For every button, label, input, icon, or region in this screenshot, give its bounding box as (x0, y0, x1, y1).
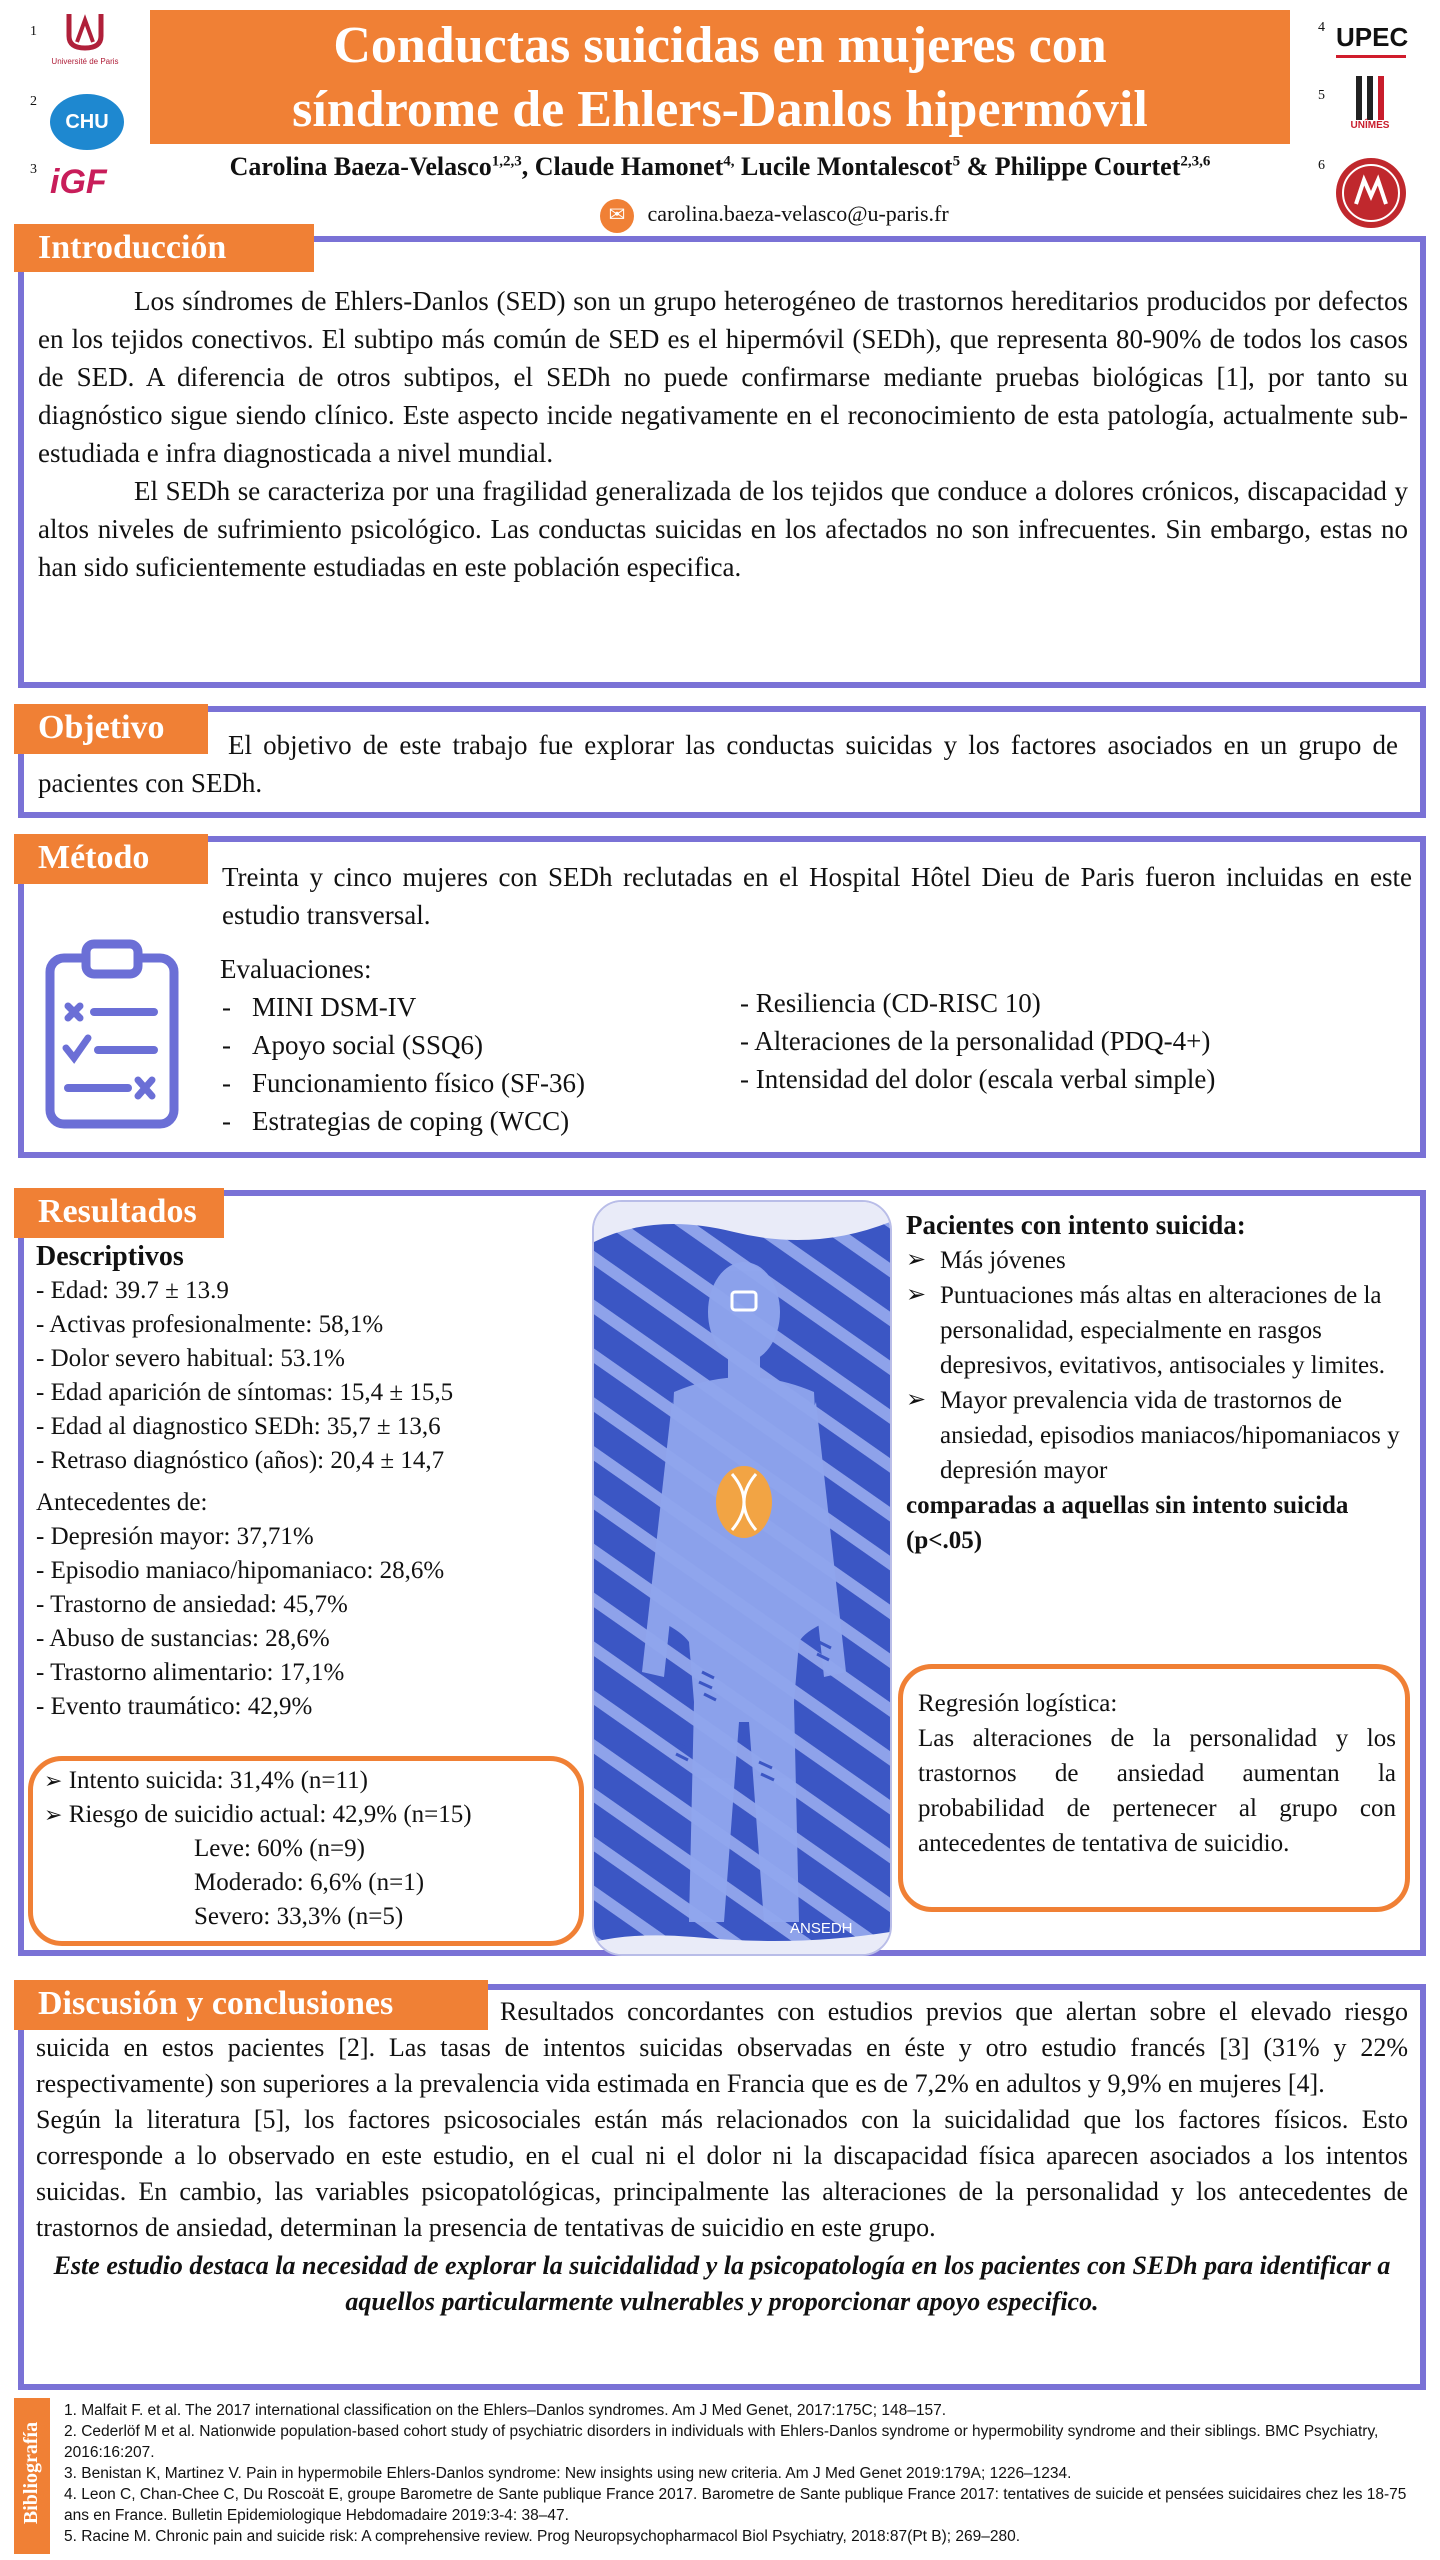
clipboard-checklist-icon (38, 936, 188, 1136)
list-item: - Depresión mayor: 37,71% (36, 1523, 314, 1550)
discusion-p1: Resultados concordantes con estudios previos que alertan sobre el elevado riesgo suicida en estos pacientes [2]. Las tasas de intentos suicidas observadas en éste y otro estudio francés [3] (31% y 22% respectivamente) son superiores a la prevalencia vida estimada en Francia que es de 7,2% en adultos y 9,9% en mujeres [4]. (36, 1997, 1408, 2098)
objetivo-title: Objetivo (14, 704, 208, 754)
list-item: - Retraso diagnóstico (años): 20,4 ± 14,7 (36, 1447, 445, 1474)
authors: Carolina Baeza-Velasco$^{1,2,3}$, Claude Hamonet$^{4,}$ Lucile Montalescot$^5$ & Philippe Courtet$^{2,3,6}$ (229, 152, 1211, 181)
list-item: - Edad al diagnostico SEDh: 35,7 ± 13,6 (36, 1413, 441, 1440)
suicide-risk-content (44, 1764, 584, 1934)
arrow-bullet-icon: ➢ (44, 1802, 63, 1827)
descriptivos-title: Descriptivos (36, 1241, 184, 1272)
reference-item: 2. Cederlöf M et al. Nationwide population-based cohort study of psychiatric disorders in individuals with Ehlers-Danlos syndrome or hypermobility syndrome and their siblings. BMC Psychiatry, 2016:16:207. (64, 2423, 1379, 2461)
list-item: - Trastorno alimentario: 17,1% (36, 1659, 345, 1686)
upec-logo: UPEC (1336, 22, 1408, 58)
resultados-title: Resultados (14, 1188, 224, 1238)
pacientes-list (906, 1243, 1416, 1488)
logo-num: 3 (30, 162, 37, 177)
list-item: - Edad: 39.7 ± 13.9 (36, 1277, 229, 1304)
email-link[interactable]: carolina.baeza-velasco@u-paris.fr (647, 201, 949, 226)
list-item: - Activas profesionalmente: 58,1% (36, 1311, 384, 1338)
list-item: ➢ Puntuaciones más altas en alteraciones de la personalidad, especialmente en rasgos depresivos, evitativos, antisociales y limites. (906, 1278, 1416, 1383)
logo-num: 1 (30, 24, 37, 39)
list-item: - Intensidad del dolor (escala verbal simple) (740, 1064, 1216, 1094)
evaluaciones-list-right (740, 984, 1400, 1098)
metodo-text: Treinta y cinco mujeres con SEDh reclutadas en el Hospital Hôtel Dieu de Paris fueron incluidas en este estudio transversal. (222, 862, 1412, 930)
regresion-text: Las alteraciones de la personalidad y los trastornos de ansiedad aumentan la probabilidad de pertenecer al grupo con antecedentes de tentativa de suicidio. (918, 1725, 1396, 1857)
list-item: Severo: 33,3% (n=5) (194, 1903, 404, 1930)
title-banner (150, 10, 1290, 144)
metodo-title: Método (14, 834, 208, 884)
list-item: - Abuso de sustancias: 28,6% (36, 1625, 330, 1652)
email-row (600, 196, 949, 232)
list-item: Moderado: 6,6% (n=1) (194, 1869, 425, 1896)
author-2: Claude Hamonet (534, 152, 724, 181)
antecedentes-title: Antecedentes de: (36, 1489, 208, 1516)
list-item: - Funcionamiento físico (SF-36) (218, 1064, 738, 1102)
comparadas-text: comparadas a aquellas sin intento suicida (p<.05) (906, 1492, 1349, 1554)
chu-logo: CHU (50, 94, 124, 150)
bibliografia-list (64, 2400, 1414, 2547)
list-item: ➢ Intento suicida: 31,4% (n=11) (44, 1767, 368, 1794)
reference-item: 5. Racine M. Chronic pain and suicide risk: A comprehensive review. Prog Neuropsychopharmacol Biol Psychiatry, 2018:87(Pt B); 269–280. (64, 2528, 1021, 2545)
discusion-text (36, 1994, 1408, 2320)
descriptivos-block (36, 1240, 596, 1724)
logo-num: 4 (1318, 20, 1325, 35)
author-1: Carolina Baeza-Velasco (229, 152, 492, 181)
bibliografia-sidebar (14, 2398, 50, 2554)
introduccion-text (38, 282, 1408, 586)
logo-num: 5 (1318, 88, 1325, 103)
author-3: Lucile Montalescot (741, 152, 953, 181)
list-item: - MINI DSM-IV (218, 988, 738, 1026)
title-line-2: síndrome de Ehlers-Danlos hipermóvil (292, 81, 1148, 138)
ansedh-illustration (592, 1200, 892, 1956)
introduccion-title: Introducción (14, 224, 314, 272)
discusion-conclusion: Este estudio destaca la necesidad de explorar la suicidalidad y la psicopatología en los pacientes con SEDh para identificar a aquellos particularmente vulnerables y proporcionar apoyo especifico. (53, 2251, 1391, 2316)
reference-item: 1. Malfait F. et al. The 2017 international classification on the Ehlers–Danlos syndromes. Am J Med Genet, 2017:175C; 148–157. (64, 2402, 947, 2419)
logo-column-right (1318, 6, 1428, 226)
arrow-bullet-icon: ➢ (44, 1768, 63, 1793)
discusion-title: Discusión y conclusiones (14, 1980, 488, 2030)
author-4: Philippe Courtet (994, 152, 1181, 181)
list-item: - Episodio maniaco/hipomaniaco: 28,6% (36, 1557, 445, 1584)
pacientes-block (906, 1208, 1416, 1558)
list-item: - Dolor severo habitual: 53.1% (36, 1345, 345, 1372)
logo-num: 6 (1318, 158, 1325, 173)
bibliografia-title: Bibliografía (20, 2421, 42, 2525)
evaluaciones-label: Evaluaciones: (220, 954, 372, 984)
introduccion-p1: Los síndromes de Ehlers-Danlos (SED) son un grupo heterogéneo de trastornos hereditarios producidos por defectos en los tejidos conectivos. El subtipo más común de SED es el hipermóvil (SEDh), que representa 80-90% de todos los casos de SED. A diferencia de otros subtipos, el SEDh no puede confirmarse mediante pruebas biológicas [1], por tanto su diagnóstico sigue siendo clínico. Este aspecto incide negativamente en el reconocimiento de esta patología, actualmente sub-estudiada e infra diagnosticada a nivel mundial. (38, 286, 1408, 468)
discusion-p2: Según la literatura [5], los factores psicosociales están más relacionados con la suicidalidad que los factores físicos. Esto corresponde a lo observado en este estudio, en el cual ni el dolor ni la discapacidad física aparecen asociados a los intentos suicidas. En cambio, las variables psicopatológicas, principalmente las alteraciones de la personalidad y los antecedentes de trastornos de ansiedad, determinan la presencia de tentativas de suicidio en este grupo. (36, 2105, 1408, 2242)
regresion-title: Regresión logística: (918, 1690, 1118, 1717)
introduccion-p2: El SEDh se caracteriza por una fragilidad generalizada de los tejidos que conduce a dolores crónicos, discapacidad y altos niveles de sufrimiento psicológico. Las conductas suicidas en los afectados no son infrecuentes. Sin embargo, estas no han sido suficientemente estudiadas en este población especifica. (38, 476, 1408, 582)
logo-column-left (30, 6, 140, 216)
list-item: - Trastorno de ansiedad: 45,7% (36, 1591, 348, 1618)
pacientes-title: Pacientes con intento suicida: (906, 1210, 1246, 1240)
reference-item: 4. Leon C, Chan-Chee C, Du Roscoät E, groupe Barometre de Sante publique France 2017. Barometre de Sante publique France 2017: tentatives de suicide et pensées suicidaires chez les 18-75 ans en France. Bulletin Epidemiologique Hebdomadaire 2019:3-4: 38–47. (64, 2486, 1407, 2524)
regresion-content (918, 1686, 1396, 1861)
mail-icon: ✉ (600, 199, 634, 233)
list-item: - Edad aparición de síntomas: 15,4 ± 15,5 (36, 1379, 454, 1406)
image-caption: ANSEDH (790, 1920, 853, 1937)
igf-logo: iGF (50, 163, 107, 201)
list-item: ➢ Riesgo de suicidio actual: 42,9% (n=15) (44, 1801, 472, 1828)
list-item: - Alteraciones de la personalidad (PDQ-4+) (740, 1026, 1211, 1056)
reference-item: 3. Benistan K, Martinez V. Pain in hypermobile Ehlers-Danlos syndrome: New insights using new criteria. Am J Med Genet 2019:179A; 1226–1234. (64, 2465, 1072, 2482)
evaluaciones-list-left (218, 988, 738, 1140)
list-item: - Estrategias de coping (WCC) (218, 1102, 738, 1140)
title-line-1: Conductas suicidas en mujeres con (333, 17, 1107, 74)
list-item: Leve: 60% (n=9) (194, 1835, 365, 1862)
objetivo-text: El objetivo de este trabajo fue explorar las conductas suicidas y los factores asociados en un grupo de pacientes con SEDh. (38, 730, 1398, 798)
montpellier-seal-logo (1336, 158, 1406, 228)
list-item: - Evento traumático: 42,9% (36, 1693, 313, 1720)
unimes-logo: UNÎMES (1340, 76, 1400, 140)
list-item: ➢ Mayor prevalencia vida de trastornos de ansiedad, episodios maniacos/hipomaniacos y depresión mayor (906, 1383, 1416, 1488)
logo-num: 2 (30, 94, 37, 109)
list-item: ➢ Más jóvenes (906, 1243, 1416, 1278)
list-item: - Resiliencia (CD-RISC 10) (740, 988, 1041, 1018)
list-item: - Apoyo social (SSQ6) (218, 1026, 738, 1064)
universite-paris-logo: Université de Paris (50, 12, 120, 72)
